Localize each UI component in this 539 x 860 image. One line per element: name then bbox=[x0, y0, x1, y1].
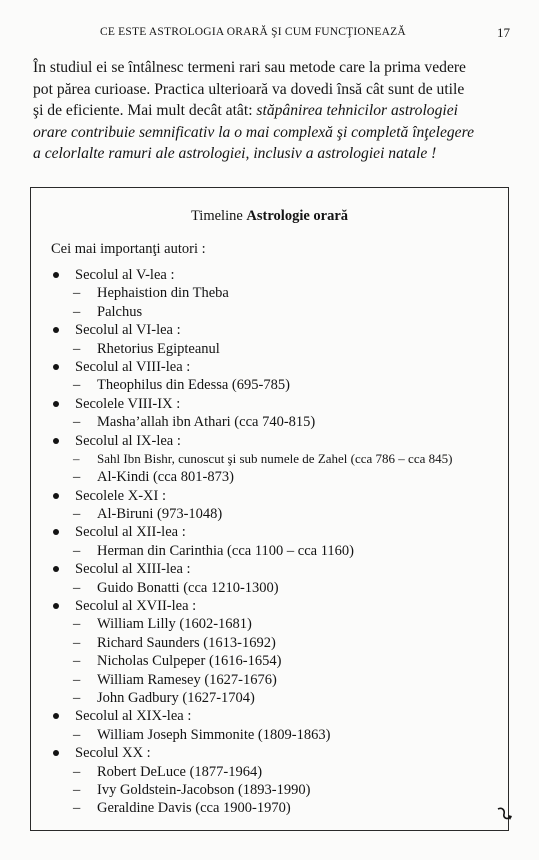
century-label: Secolul al XVII-lea : bbox=[75, 598, 197, 615]
author-item bbox=[31, 284, 508, 302]
century-label: Secolul al XII-lea : bbox=[75, 524, 186, 541]
author-name: Hephaistion din Theba bbox=[97, 285, 229, 302]
dash-marker: – bbox=[73, 506, 81, 523]
timeline-subtitle: Cei mai importanţi autori : bbox=[51, 241, 206, 257]
bullet-icon bbox=[53, 713, 59, 719]
author-name: Palchus bbox=[97, 303, 143, 320]
century-heading bbox=[31, 432, 508, 450]
dash-marker: – bbox=[73, 414, 81, 431]
author-name: Nicholas Culpeper (1616-1654) bbox=[97, 653, 282, 670]
bullet-icon bbox=[53, 603, 59, 609]
page-header bbox=[0, 26, 539, 42]
century-heading bbox=[31, 321, 508, 339]
author-name: Guido Bonatti (cca 1210-1300) bbox=[97, 579, 279, 596]
dash-marker: – bbox=[73, 800, 81, 817]
dash-marker: – bbox=[73, 689, 81, 706]
author-name: William Lilly (1602-1681) bbox=[97, 616, 252, 633]
author-item bbox=[31, 726, 508, 744]
author-item bbox=[31, 615, 508, 633]
century-label: Secolul al IX-lea : bbox=[75, 432, 181, 449]
dash-marker: – bbox=[73, 616, 81, 633]
author-item bbox=[31, 450, 508, 468]
century-label: Secolul al XIX-lea : bbox=[75, 708, 192, 725]
author-name: Herman din Carinthia (cca 1100 – cca 1160) bbox=[97, 542, 355, 559]
timeline-title: Timeline Astrologie orară bbox=[190, 208, 349, 224]
century-heading bbox=[31, 266, 508, 284]
century-label: Secolul al VI-lea : bbox=[75, 322, 181, 339]
author-item bbox=[31, 413, 508, 431]
bullet-icon bbox=[53, 327, 59, 333]
dash-marker: – bbox=[73, 671, 81, 688]
dash-marker: – bbox=[73, 377, 81, 394]
century-heading bbox=[31, 560, 508, 578]
bullet-icon bbox=[53, 272, 59, 278]
author-name: Robert DeLuce (1877-1964) bbox=[97, 763, 263, 780]
page-number: 17 bbox=[497, 25, 510, 40]
dash-marker: – bbox=[73, 285, 81, 302]
intro-line: a celorlalte ramuri ale astrologiei, inclusiv a astrologiei natale ! bbox=[33, 145, 437, 162]
author-item bbox=[31, 634, 508, 652]
author-item bbox=[31, 505, 508, 523]
author-item bbox=[31, 671, 508, 689]
bullet-icon bbox=[53, 750, 59, 756]
intro-line: În studiul ei se întâlnesc termeni rari sau metode care la prima vedere bbox=[33, 59, 466, 76]
dash-marker: – bbox=[73, 542, 81, 559]
dash-marker: – bbox=[73, 634, 81, 651]
century-heading bbox=[31, 395, 508, 413]
dash-marker: – bbox=[73, 653, 81, 670]
intro-line: şi de eficiente. Mai mult decât atât: stăpânirea tehnicilor astrologiei bbox=[33, 102, 458, 119]
author-name: Geraldine Davis (cca 1900-1970) bbox=[97, 800, 291, 817]
century-label: Secolul XX : bbox=[75, 745, 151, 762]
dash-marker: – bbox=[73, 469, 81, 486]
intro-line: orare contribuie semnificativ la o mai complexă şi completă înţelegere bbox=[33, 123, 474, 141]
timeline-box bbox=[30, 187, 509, 831]
timeline-list bbox=[31, 266, 508, 818]
century-heading bbox=[31, 744, 508, 762]
author-item bbox=[31, 340, 508, 358]
author-item bbox=[31, 689, 508, 707]
bullet-icon bbox=[53, 566, 59, 572]
century-label: Secolul al VIII-lea : bbox=[75, 358, 191, 375]
century-heading bbox=[31, 707, 508, 725]
running-title: CE ESTE ASTROLOGIA ORARĂ ŞI CUM FUNCŢIONEAZĂ bbox=[100, 26, 406, 38]
author-name: Rhetorius Egipteanul bbox=[97, 340, 220, 357]
century-label: Secolele VIII-IX : bbox=[75, 395, 181, 412]
author-item bbox=[31, 468, 508, 486]
dash-marker: – bbox=[73, 726, 81, 743]
author-name: Ivy Goldstein-Jacobson (1893-1990) bbox=[97, 781, 311, 798]
century-heading bbox=[31, 358, 508, 376]
dash-marker: – bbox=[73, 781, 81, 798]
century-label: Secolul al V-lea : bbox=[75, 267, 175, 283]
author-name: Masha’allah ibn Athari (cca 740-815) bbox=[97, 414, 316, 431]
bullet-icon bbox=[53, 364, 59, 370]
bullet-icon bbox=[53, 493, 59, 499]
dash-marker: – bbox=[73, 303, 81, 320]
author-item bbox=[31, 303, 508, 321]
dash-marker: – bbox=[73, 450, 80, 466]
author-item bbox=[31, 763, 508, 781]
author-item bbox=[31, 542, 508, 560]
author-item bbox=[31, 652, 508, 670]
dash-marker: – bbox=[73, 763, 81, 780]
author-item bbox=[31, 799, 508, 817]
intro-paragraph bbox=[33, 57, 515, 165]
century-heading bbox=[31, 523, 508, 541]
bullet-icon bbox=[53, 529, 59, 535]
bullet-icon bbox=[53, 438, 59, 444]
page-turn-arrow-icon bbox=[496, 806, 514, 822]
dash-marker: – bbox=[73, 340, 81, 357]
century-heading bbox=[31, 487, 508, 505]
dash-marker: – bbox=[73, 579, 81, 596]
author-item bbox=[31, 781, 508, 799]
author-name: Sahl Ibn Bishr, cunoscut şi sub numele de Zahel (cca 786 – cca 845) bbox=[97, 450, 453, 466]
century-label: Secolele X-XI : bbox=[75, 487, 166, 504]
author-name: John Gadbury (1627-1704) bbox=[97, 689, 255, 706]
bullet-icon bbox=[53, 401, 59, 407]
author-name: Al-Kindi (cca 801-873) bbox=[97, 469, 234, 486]
author-item bbox=[31, 376, 508, 394]
century-heading bbox=[31, 597, 508, 615]
author-item bbox=[31, 579, 508, 597]
author-name: Richard Saunders (1613-1692) bbox=[97, 634, 276, 651]
century-label: Secolul al XIII-lea : bbox=[75, 561, 191, 578]
author-name: William Joseph Simmonite (1809-1863) bbox=[97, 726, 331, 743]
author-name: Al-Biruni (973-1048) bbox=[97, 506, 223, 523]
author-name: William Ramesey (1627-1676) bbox=[97, 671, 277, 688]
intro-line: pot părea curioase. Practica ulterioară va dovedi însă cât sunt de utile bbox=[33, 80, 465, 98]
author-name: Theophilus din Edessa (695-785) bbox=[97, 377, 290, 394]
